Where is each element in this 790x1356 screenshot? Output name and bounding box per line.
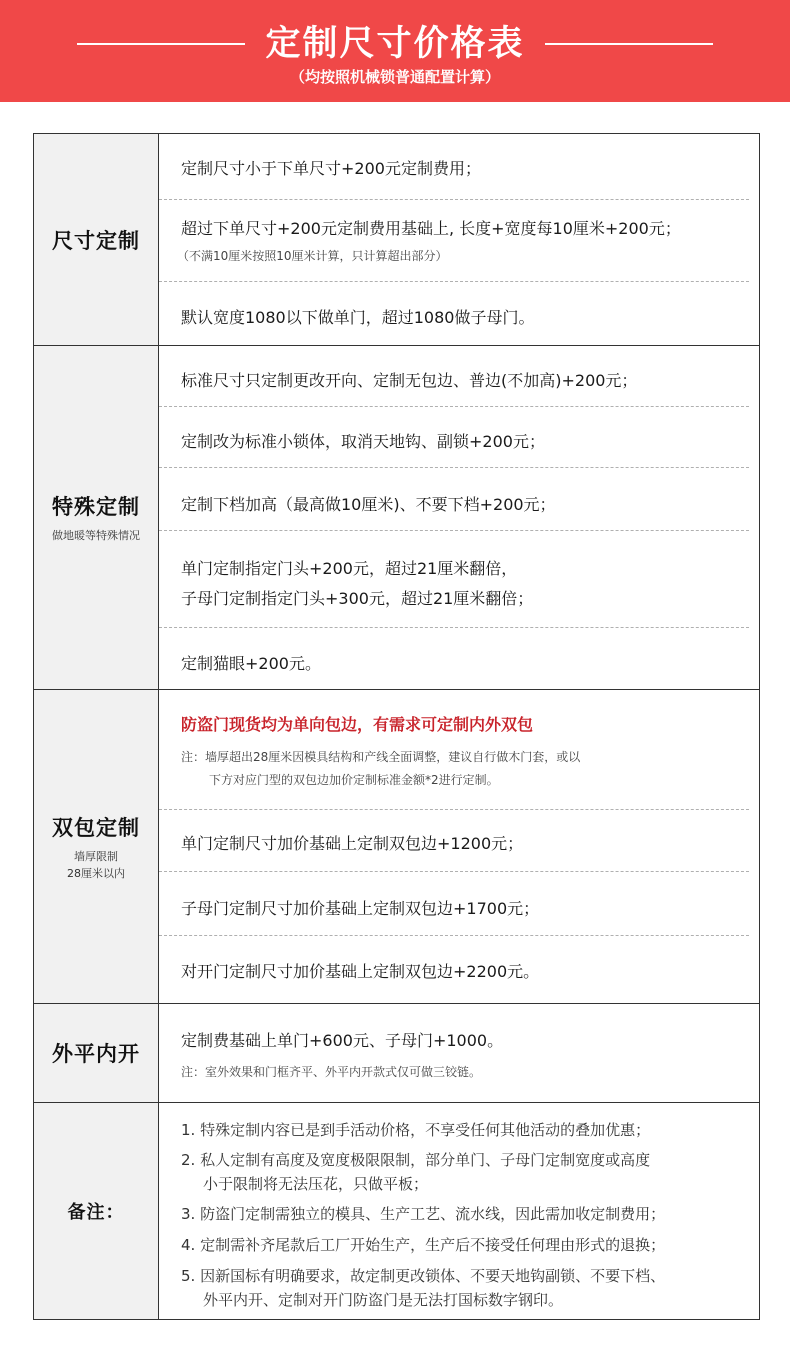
row-text: 单门定制指定门头+200元，超过21厘米翻倍， [181, 559, 518, 578]
row-text: 定制费基础上单门+600元、子母门+1000。 [181, 1031, 504, 1050]
row-divider [159, 199, 749, 200]
section-double-edge [34, 690, 759, 1004]
remark-item: 3. 防盗门定制需独立的模具、生产工艺、流水线，因此需加收定制费用； [181, 1205, 666, 1223]
section-label: 尺寸定制 [52, 228, 140, 253]
row-text: 子母门定制尺寸加价基础上定制双包边+1700元； [181, 899, 540, 918]
section-label: 外平内开 [52, 1042, 140, 1066]
section-content [159, 1103, 759, 1319]
section-flat-exterior [34, 1004, 759, 1103]
row-divider [159, 467, 749, 468]
row-note: 下方对应门型的双包边加价定制标准金额*2进行定制。 [209, 773, 499, 787]
section-remarks [34, 1103, 759, 1319]
row-text: 定制下档加高（最高做10厘米)、不要下档+200元； [181, 495, 556, 514]
row-divider [159, 935, 749, 936]
remark-item: 5. 因新国标有明确要求，故定制更改锁体、不要天地钩副锁、不要下档、 [181, 1267, 666, 1285]
row-text: 单门定制尺寸加价基础上定制双包边+1200元； [181, 834, 524, 853]
row-note: （不满10厘米按照10厘米计算，只计算超出部分） [177, 249, 448, 263]
row-text: 子母门定制指定门头+300元，超过21厘米翻倍； [181, 589, 534, 608]
section-special-custom [34, 346, 759, 690]
row-text: 默认宽度1080以下做单门，超过1080做子母门。 [181, 308, 535, 327]
row-text: 标准尺寸只定制更改开向、定制无包边、普边(不加高)+200元； [181, 371, 638, 390]
section-label-cell [34, 1103, 159, 1319]
header-banner [0, 0, 790, 102]
row-divider [159, 871, 749, 872]
row-divider [159, 530, 749, 531]
sublabel-line: 28厘米以内 [67, 866, 125, 880]
section-label: 双包定制 [52, 815, 140, 840]
row-text: 定制改为标准小锁体，取消天地钩、副锁+200元； [181, 432, 545, 451]
row-divider [159, 627, 749, 628]
row-text: 对开门定制尺寸加价基础上定制双包边+2200元。 [181, 962, 540, 981]
row-divider [159, 406, 749, 407]
page-subtitle: （均按照机械锁普通配置计算） [289, 68, 500, 86]
row-text: 定制尺寸小于下单尺寸+200元定制费用； [181, 159, 481, 178]
section-content [159, 1004, 759, 1102]
section-sublabel: 做地暖等特殊情况 [52, 529, 140, 542]
sublabel-line: 墙厚限制 [74, 849, 118, 863]
section-label: 备注： [67, 1202, 125, 1223]
section-content [159, 134, 759, 345]
highlight-text: 防盗门现货均为单向包边，有需求可定制内外双包 [181, 715, 534, 734]
row-text: 超过下单尺寸+200元定制费用基础上, 长度+宽度每10厘米+200元； [181, 219, 681, 238]
section-sublabel [67, 848, 125, 882]
row-note: 注：墙厚超出28厘米因模具结构和产线全面调整，建议自行做木门套，或以 [181, 750, 581, 764]
section-label-cell [34, 1004, 159, 1102]
remark-item: 2. 私人定制有高度及宽度极限限制，部分单门、子母门定制宽度或高度 [181, 1151, 651, 1169]
remark-item: 1. 特殊定制内容已是到手活动价格，不享受任何其他活动的叠加优惠； [181, 1121, 651, 1139]
price-table [33, 133, 760, 1320]
section-content [159, 690, 759, 1003]
remark-item: 小于限制将无法压花，只做平板； [203, 1175, 429, 1193]
row-divider [159, 281, 749, 282]
page-title: 定制尺寸价格表 [265, 24, 525, 64]
row-divider [159, 809, 749, 810]
remark-item: 4. 定制需补齐尾款后工厂开始生产，生产后不接受任何理由形式的退换； [181, 1236, 666, 1254]
remark-item: 外平内开、定制对开门防盗门是无法打国标数字钢印。 [203, 1291, 564, 1309]
section-label-cell [34, 346, 159, 689]
section-label: 特殊定制 [52, 495, 140, 519]
section-size-custom [34, 134, 759, 346]
title-decor-line-right [545, 43, 713, 45]
row-text: 定制猫眼+200元。 [181, 654, 321, 673]
section-label-cell [34, 134, 159, 345]
section-content [159, 346, 759, 689]
row-note: 注：室外效果和门框齐平、外平内开款式仅可做三铰链。 [181, 1065, 482, 1079]
section-label-cell [34, 690, 159, 1003]
